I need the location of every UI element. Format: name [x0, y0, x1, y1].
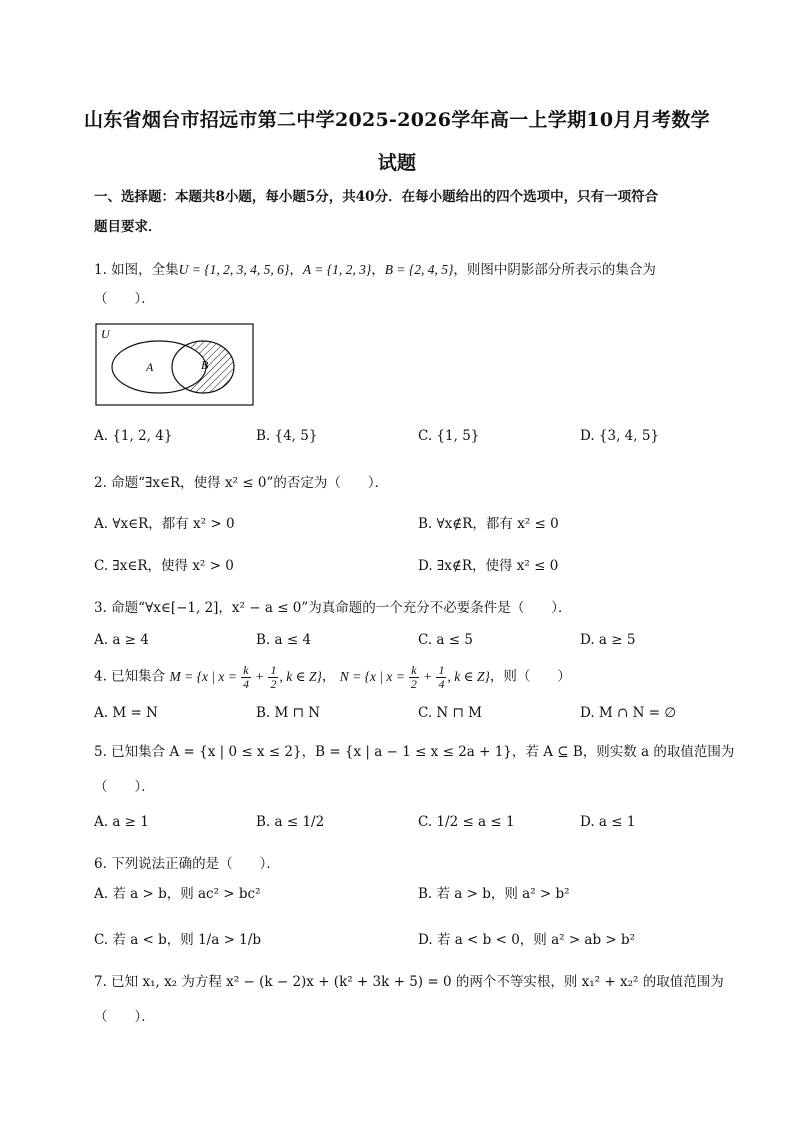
question-6-stem: 6. 下列说法正确的是（ ）．	[94, 856, 280, 872]
q4-stem-start: 4. 已知集合	[94, 668, 166, 685]
question-5-stem: 5. 已知集合 A = {x | 0 ≤ x ≤ 2}，B = {x | a − 1 ≤ x ≤ 2a + 1}，若 A ⊆ B，则实数 a 的取值范围为	[94, 744, 735, 760]
q2-option-c[interactable]: C. ∃x∈R，使得 x² > 0	[94, 558, 234, 574]
q3-option-a[interactable]: A. a ≥ 4	[94, 632, 149, 648]
q4-option-b[interactable]: B. M ⊓ N	[256, 705, 321, 721]
q1-stem-start: 1. 如图，全集	[94, 262, 179, 278]
q1-option-c[interactable]: C. {1, 5}	[418, 428, 480, 444]
section-heading-line2: 题目要求．	[94, 219, 162, 235]
venn-label-u: U	[101, 327, 110, 341]
q4-set-m: M = {x | x = $\frac{k}{4}$ + $\frac{1}{2}$ , k ∈ Z}	[169, 663, 322, 691]
q5-option-c[interactable]: C. 1/2 ≤ a ≤ 1	[418, 814, 515, 830]
q1-set-b: B = {2, 4, 5}	[384, 262, 454, 277]
q6-option-c[interactable]: C. 若 a < b，则 1/a > 1/b	[94, 932, 261, 948]
q5-option-b[interactable]: B. a ≤ 1/2	[256, 814, 325, 830]
q4-option-d[interactable]: D. M ∩ N = ∅	[580, 705, 677, 721]
q2-option-a[interactable]: A. ∀x∈R，都有 x² > 0	[94, 516, 235, 532]
q1-stem-end: ，则图中阴影部分所表示的集合为	[453, 262, 656, 278]
section-heading-line1: 一、选择题：本题共8小题，每小题5分，共40分．在每小题给出的四个选项中，只有一项符合	[94, 189, 659, 205]
venn-label-a: A	[146, 360, 154, 374]
q1-set-a: A = {1, 2, 3}	[302, 262, 372, 277]
q5-option-d[interactable]: D. a ≤ 1	[580, 814, 636, 830]
q5-option-a[interactable]: A. a ≥ 1	[94, 814, 149, 830]
q1-option-a[interactable]: A. {1, 2, 4}	[94, 428, 173, 444]
exam-title-line2: 试题	[377, 152, 417, 174]
q3-option-c[interactable]: C. a ≤ 5	[418, 632, 473, 648]
q4-set-n: N = {x | x = $\frac{k}{2}$ + $\frac{1}{4}$ , k ∈ Z}	[339, 663, 490, 691]
q6-option-d[interactable]: D. 若 a < b < 0，则 a² > ab > b²	[418, 932, 636, 948]
question-4-stem: 4. 已知集合 M = {x | x = $\frac{k}{4}$ + $\frac{1}{2}$ , k ∈ Z}， N = {x | x = $\frac{k}{2}$ + $\frac{1}{4}$ , k ∈ Z}，则（ ）	[94, 663, 571, 691]
q6-option-a[interactable]: A. 若 a > b，则 ac² > bc²	[94, 886, 261, 902]
q4-stem-end: ，则（ ）	[489, 668, 571, 685]
question-7-paren: （ ）．	[94, 1009, 155, 1025]
question-3-stem: 3. 命题“∀x∈[−1, 2]，x² − a ≤ 0”为真命题的一个充分不必要条件是（ ）．	[94, 600, 572, 616]
q1-option-d[interactable]: D. {3, 4, 5}	[580, 428, 660, 444]
q3-option-d[interactable]: D. a ≥ 5	[580, 632, 636, 648]
venn-label-b: B	[201, 358, 209, 372]
question-7-stem: 7. 已知 x₁, x₂ 为方程 x² − (k − 2)x + (k² + 3k + 5) = 0 的两个不等实根，则 x₁² + x₂² 的取值范围为	[94, 974, 724, 990]
q4-option-c[interactable]: C. N ⊓ M	[418, 705, 482, 721]
q4-option-a[interactable]: A. M = N	[94, 705, 158, 721]
question-1-stem: 1. 如图，全集U = {1, 2, 3, 4, 5, 6}，A = {1, 2, 3}，B = {2, 4, 5}，则图中阴影部分所表示的集合为	[94, 262, 656, 278]
question-2-stem: 2. 命题“∃x∈R，使得 x² ≤ 0”的否定为（ ）．	[94, 475, 389, 491]
q3-option-b[interactable]: B. a ≤ 4	[256, 632, 312, 648]
question-1-paren: （ ）．	[94, 291, 155, 307]
q1-set-u: U = {1, 2, 3, 4, 5, 6}	[178, 262, 290, 277]
q6-option-b[interactable]: B. 若 a > b，则 a² > b²	[418, 886, 570, 902]
q2-option-b[interactable]: B. ∀x∉R，都有 x² ≤ 0	[418, 516, 559, 532]
venn-diagram	[95, 323, 255, 407]
q2-option-d[interactable]: D. ∃x∉R，使得 x² ≤ 0	[418, 558, 559, 574]
exam-title-line1: 山东省烟台市招远市第二中学2025-2026学年高一上学期10月月考数学	[84, 109, 710, 131]
q1-option-b[interactable]: B. {4, 5}	[256, 428, 318, 444]
section-heading	[94, 182, 704, 242]
question-5-paren: （ ）．	[94, 779, 155, 795]
